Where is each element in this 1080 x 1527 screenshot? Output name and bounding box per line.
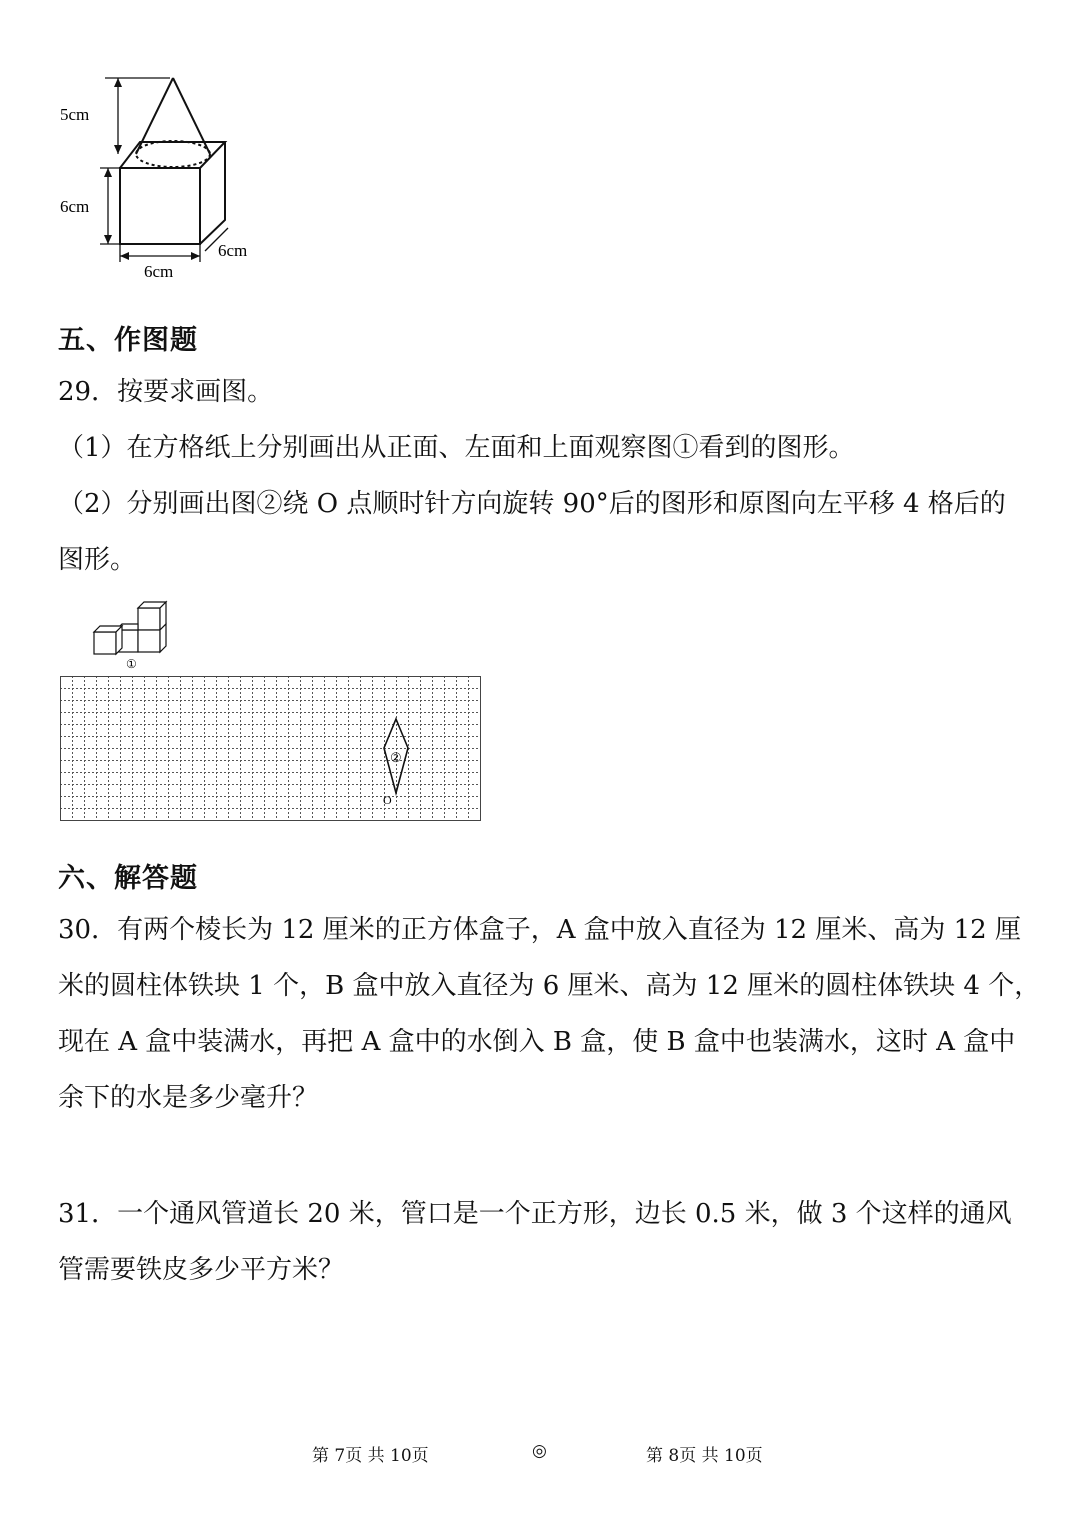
question-29-stem: 29．按要求画图。	[58, 377, 274, 407]
section-title-5: 五、作图题	[58, 325, 198, 356]
question-29-part1: （1）在方格纸上分别画出从正面、左面和上面观察图①看到的图形。	[58, 433, 855, 463]
footer-separator-icon: ◎	[532, 1441, 547, 1461]
cone-cube-figure	[60, 70, 280, 290]
question-30-line3: 现在 A 盒中装满水，再把 A 盒中的水倒入 B 盒，使 B 盒中也装满水，这时 A 盒中	[58, 1027, 1016, 1057]
cube-right-face	[200, 142, 225, 244]
section-title-6: 六、解答题	[58, 863, 198, 894]
dim-cube-height: 6cm	[60, 197, 90, 216]
question-29-part2-line1: （2）分别画出图②绕 O 点顺时针方向旋转 90°后的图形和原图向左平移 4 格后的	[58, 489, 1006, 519]
grid-paper	[60, 676, 482, 822]
figure-1-label: ①	[126, 657, 137, 670]
question-31-line2: 管需要铁皮多少平方米？	[58, 1255, 345, 1285]
dim-cube-width: 6cm	[144, 262, 174, 281]
dim-cube-depth: 6cm	[218, 241, 248, 260]
stacked-cubes-figure	[88, 598, 178, 670]
footer-page-right: 第 8页 共 10页	[646, 1446, 763, 1466]
question-30-line4: 余下的水是多少毫升？	[58, 1083, 319, 1113]
question-29-part2-line2: 图形。	[58, 545, 137, 575]
point-o-label: O	[383, 793, 392, 807]
footer-page-left: 第 7页 共 10页	[312, 1446, 429, 1466]
question-30-line1: 30．有两个棱长为 12 厘米的正方体盒子，A 盒中放入直径为 12 厘米、高为 12 厘	[58, 915, 1021, 945]
cone-base	[136, 141, 210, 167]
question-31-line1: 31．一个通风管道长 20 米，管口是一个正方形，边长 0.5 米，做 3 个这样的通风	[58, 1199, 1012, 1229]
figure-2-label: ②	[390, 750, 402, 765]
question-30-line2: 米的圆柱体铁块 1 个，B 盒中放入直径为 6 厘米、高为 12 厘米的圆柱体铁块 4 个，	[58, 971, 1041, 1001]
cube-front-face	[120, 168, 200, 244]
dim-cone-height: 5cm	[60, 105, 90, 124]
